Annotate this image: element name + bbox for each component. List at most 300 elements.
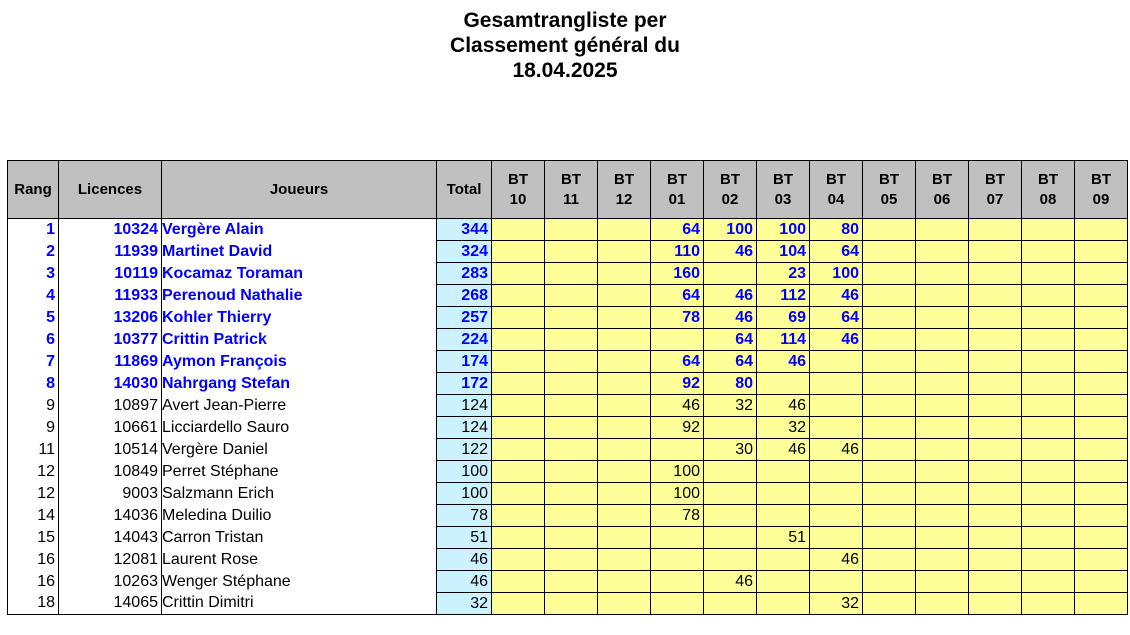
bt-score-cell bbox=[1075, 351, 1128, 373]
table-row bbox=[8, 549, 1128, 571]
bt-score-cell bbox=[1022, 549, 1075, 571]
bt-score-cell bbox=[545, 263, 598, 285]
licence-cell: 10377 bbox=[59, 329, 162, 351]
bt-score-cell bbox=[863, 461, 916, 483]
bt-score-cell: 46 bbox=[757, 439, 810, 461]
header-bt-02 bbox=[704, 161, 757, 219]
rank-cell: 9 bbox=[8, 395, 59, 417]
bt-score-cell bbox=[810, 571, 863, 593]
header-bt-prefix: BT bbox=[1091, 170, 1111, 188]
bt-score-cell: 46 bbox=[810, 549, 863, 571]
table-row bbox=[8, 241, 1128, 263]
header-bt-number: 11 bbox=[563, 190, 579, 208]
player-name-cell: Perret Stéphane bbox=[162, 461, 437, 483]
bt-score-cell bbox=[810, 461, 863, 483]
bt-score-cell bbox=[810, 505, 863, 527]
bt-score-cell bbox=[492, 263, 545, 285]
table-row bbox=[8, 285, 1128, 307]
bt-score-cell bbox=[969, 571, 1022, 593]
header-bt-prefix: BT bbox=[508, 170, 528, 188]
bt-score-cell bbox=[757, 593, 810, 615]
player-name-cell: Avert Jean-Pierre bbox=[162, 395, 437, 417]
bt-score-cell bbox=[1075, 373, 1128, 395]
header-bt-number: 06 bbox=[933, 190, 951, 208]
bt-score-cell: 64 bbox=[704, 351, 757, 373]
rank-cell: 18 bbox=[8, 593, 59, 615]
total-cell: 46 bbox=[437, 571, 492, 593]
total-cell: 174 bbox=[437, 351, 492, 373]
bt-score-cell: 46 bbox=[704, 571, 757, 593]
bt-score-cell bbox=[1022, 219, 1075, 241]
bt-score-cell bbox=[916, 571, 969, 593]
bt-score-cell bbox=[916, 461, 969, 483]
bt-score-cell bbox=[1075, 505, 1128, 527]
player-name-cell: Wenger Stéphane bbox=[162, 571, 437, 593]
total-cell: 122 bbox=[437, 439, 492, 461]
licence-cell: 10324 bbox=[59, 219, 162, 241]
header-bt-08 bbox=[1022, 161, 1075, 219]
bt-score-cell bbox=[916, 351, 969, 373]
bt-score-cell: 69 bbox=[757, 307, 810, 329]
bt-score-cell bbox=[1075, 219, 1128, 241]
header-bt-prefix: BT bbox=[773, 170, 793, 188]
bt-score-cell bbox=[863, 417, 916, 439]
header-bt-prefix: BT bbox=[826, 170, 846, 188]
header-bt-number: 10 bbox=[509, 190, 527, 208]
bt-score-cell bbox=[757, 549, 810, 571]
bt-score-cell bbox=[863, 285, 916, 307]
bt-score-cell bbox=[969, 527, 1022, 549]
licence-cell: 12081 bbox=[59, 549, 162, 571]
bt-score-cell bbox=[916, 549, 969, 571]
bt-score-cell bbox=[757, 505, 810, 527]
header-bt-number: 03 bbox=[774, 190, 792, 208]
bt-score-cell bbox=[969, 483, 1022, 505]
rank-cell: 14 bbox=[8, 505, 59, 527]
bt-score-cell bbox=[916, 263, 969, 285]
rank-cell: 16 bbox=[8, 549, 59, 571]
rank-cell: 3 bbox=[8, 263, 59, 285]
rank-cell: 2 bbox=[8, 241, 59, 263]
header-bt-prefix: BT bbox=[985, 170, 1005, 188]
bt-score-cell bbox=[704, 505, 757, 527]
bt-score-cell bbox=[969, 241, 1022, 263]
player-name-cell: Vergère Daniel bbox=[162, 439, 437, 461]
bt-score-cell bbox=[916, 527, 969, 549]
header-bt-09 bbox=[1075, 161, 1128, 219]
bt-score-cell: 32 bbox=[704, 395, 757, 417]
ranking-table bbox=[7, 160, 1128, 615]
total-cell: 32 bbox=[437, 593, 492, 615]
bt-score-cell bbox=[492, 571, 545, 593]
bt-score-cell bbox=[598, 241, 651, 263]
bt-score-cell bbox=[545, 461, 598, 483]
bt-score-cell: 46 bbox=[810, 439, 863, 461]
table-row bbox=[8, 263, 1128, 285]
bt-score-cell: 100 bbox=[810, 263, 863, 285]
title-line-2: Classement général du bbox=[450, 34, 680, 57]
total-cell: 124 bbox=[437, 417, 492, 439]
header-bt-prefix: BT bbox=[667, 170, 687, 188]
rank-cell: 4 bbox=[8, 285, 59, 307]
bt-score-cell: 64 bbox=[651, 351, 704, 373]
header-bt-prefix: BT bbox=[614, 170, 634, 188]
bt-score-cell bbox=[545, 351, 598, 373]
bt-score-cell bbox=[545, 241, 598, 263]
licence-cell: 9003 bbox=[59, 483, 162, 505]
bt-score-cell bbox=[916, 241, 969, 263]
header-bt-number: 05 bbox=[880, 190, 898, 208]
header-bt-05 bbox=[863, 161, 916, 219]
bt-score-cell: 30 bbox=[704, 439, 757, 461]
rank-cell: 12 bbox=[8, 483, 59, 505]
bt-score-cell bbox=[969, 395, 1022, 417]
licence-cell: 11869 bbox=[59, 351, 162, 373]
bt-score-cell bbox=[1022, 351, 1075, 373]
bt-score-cell bbox=[492, 417, 545, 439]
table-row bbox=[8, 329, 1128, 351]
bt-score-cell bbox=[598, 285, 651, 307]
header-bt-number: 08 bbox=[1039, 190, 1057, 208]
player-name-cell: Kohler Thierry bbox=[162, 307, 437, 329]
bt-score-cell bbox=[916, 219, 969, 241]
bt-score-cell: 100 bbox=[651, 461, 704, 483]
rank-cell: 12 bbox=[8, 461, 59, 483]
bt-score-cell bbox=[598, 263, 651, 285]
bt-score-cell: 46 bbox=[810, 285, 863, 307]
table-row bbox=[8, 439, 1128, 461]
bt-score-cell bbox=[545, 593, 598, 615]
bt-score-cell: 64 bbox=[651, 285, 704, 307]
bt-score-cell bbox=[651, 527, 704, 549]
bt-score-cell bbox=[492, 329, 545, 351]
licence-cell: 10849 bbox=[59, 461, 162, 483]
bt-score-cell bbox=[916, 395, 969, 417]
rank-cell: 15 bbox=[8, 527, 59, 549]
bt-score-cell: 46 bbox=[704, 241, 757, 263]
table-row bbox=[8, 483, 1128, 505]
bt-score-cell bbox=[916, 593, 969, 615]
bt-score-cell bbox=[704, 593, 757, 615]
bt-score-cell bbox=[598, 417, 651, 439]
player-name-cell: Meledina Duilio bbox=[162, 505, 437, 527]
bt-score-cell bbox=[916, 373, 969, 395]
bt-score-cell bbox=[863, 307, 916, 329]
bt-score-cell bbox=[492, 483, 545, 505]
bt-score-cell bbox=[492, 439, 545, 461]
header-bt-number: 07 bbox=[986, 190, 1004, 208]
bt-score-cell bbox=[651, 571, 704, 593]
bt-score-cell bbox=[704, 417, 757, 439]
bt-score-cell bbox=[969, 219, 1022, 241]
rank-cell: 6 bbox=[8, 329, 59, 351]
bt-score-cell bbox=[1022, 527, 1075, 549]
bt-score-cell: 46 bbox=[651, 395, 704, 417]
bt-score-cell bbox=[1075, 329, 1128, 351]
bt-score-cell bbox=[1075, 439, 1128, 461]
header-bt-number: 01 bbox=[668, 190, 686, 208]
header-bt-number: 02 bbox=[721, 190, 739, 208]
bt-score-cell bbox=[545, 395, 598, 417]
bt-score-cell bbox=[1075, 285, 1128, 307]
table-row bbox=[8, 593, 1128, 615]
player-name-cell: Aymon François bbox=[162, 351, 437, 373]
bt-score-cell bbox=[598, 307, 651, 329]
bt-score-cell: 78 bbox=[651, 307, 704, 329]
bt-score-cell bbox=[863, 241, 916, 263]
bt-score-cell bbox=[969, 373, 1022, 395]
bt-score-cell bbox=[1022, 285, 1075, 307]
rank-cell: 7 bbox=[8, 351, 59, 373]
bt-score-cell bbox=[863, 505, 916, 527]
header-bt-04 bbox=[810, 161, 863, 219]
rank-cell: 16 bbox=[8, 571, 59, 593]
bt-score-cell bbox=[598, 593, 651, 615]
header-joueurs: Joueurs bbox=[162, 161, 437, 219]
header-rang: Rang bbox=[8, 161, 59, 219]
rank-cell: 8 bbox=[8, 373, 59, 395]
bt-score-cell bbox=[545, 571, 598, 593]
licence-cell: 10514 bbox=[59, 439, 162, 461]
bt-score-cell: 23 bbox=[757, 263, 810, 285]
bt-score-cell bbox=[492, 395, 545, 417]
player-name-cell: Crittin Patrick bbox=[162, 329, 437, 351]
bt-score-cell bbox=[545, 285, 598, 307]
bt-score-cell bbox=[1022, 241, 1075, 263]
bt-score-cell: 46 bbox=[704, 285, 757, 307]
total-cell: 124 bbox=[437, 395, 492, 417]
bt-score-cell bbox=[969, 593, 1022, 615]
player-name-cell: Carron Tristan bbox=[162, 527, 437, 549]
header-bt-prefix: BT bbox=[879, 170, 899, 188]
bt-score-cell: 92 bbox=[651, 373, 704, 395]
player-name-cell: Perenoud Nathalie bbox=[162, 285, 437, 307]
bt-score-cell bbox=[492, 461, 545, 483]
bt-score-cell: 100 bbox=[651, 483, 704, 505]
bt-score-cell: 51 bbox=[757, 527, 810, 549]
bt-score-cell: 46 bbox=[757, 351, 810, 373]
bt-score-cell bbox=[757, 571, 810, 593]
bt-score-cell bbox=[757, 373, 810, 395]
bt-score-cell: 114 bbox=[757, 329, 810, 351]
bt-score-cell bbox=[598, 373, 651, 395]
licence-cell: 10119 bbox=[59, 263, 162, 285]
bt-score-cell bbox=[598, 439, 651, 461]
bt-score-cell bbox=[651, 593, 704, 615]
bt-score-cell bbox=[545, 505, 598, 527]
licence-cell: 14030 bbox=[59, 373, 162, 395]
bt-score-cell bbox=[492, 549, 545, 571]
bt-score-cell: 92 bbox=[651, 417, 704, 439]
bt-score-cell bbox=[704, 483, 757, 505]
player-name-cell: Vergère Alain bbox=[162, 219, 437, 241]
bt-score-cell: 64 bbox=[810, 241, 863, 263]
bt-score-cell: 32 bbox=[810, 593, 863, 615]
player-name-cell: Kocamaz Toraman bbox=[162, 263, 437, 285]
licence-cell: 14043 bbox=[59, 527, 162, 549]
bt-score-cell bbox=[863, 593, 916, 615]
bt-score-cell bbox=[1022, 505, 1075, 527]
licence-cell: 14036 bbox=[59, 505, 162, 527]
bt-score-cell bbox=[545, 219, 598, 241]
table-row bbox=[8, 527, 1128, 549]
header-bt-10 bbox=[492, 161, 545, 219]
total-cell: 283 bbox=[437, 263, 492, 285]
header-bt-01 bbox=[651, 161, 704, 219]
bt-score-cell: 112 bbox=[757, 285, 810, 307]
header-licences: Licences bbox=[59, 161, 162, 219]
page-title bbox=[0, 8, 1130, 83]
table-row bbox=[8, 395, 1128, 417]
table-row bbox=[8, 571, 1128, 593]
header-bt-06 bbox=[916, 161, 969, 219]
bt-score-cell: 46 bbox=[704, 307, 757, 329]
player-name-cell: Crittin Dimitri bbox=[162, 593, 437, 615]
bt-score-cell bbox=[916, 329, 969, 351]
bt-score-cell bbox=[916, 285, 969, 307]
ranking-body bbox=[8, 219, 1128, 615]
bt-score-cell bbox=[598, 395, 651, 417]
bt-score-cell bbox=[545, 373, 598, 395]
bt-score-cell bbox=[545, 329, 598, 351]
bt-score-cell: 80 bbox=[704, 373, 757, 395]
header-row bbox=[8, 161, 1128, 219]
bt-score-cell bbox=[704, 263, 757, 285]
bt-score-cell bbox=[810, 483, 863, 505]
bt-score-cell bbox=[545, 439, 598, 461]
total-cell: 224 bbox=[437, 329, 492, 351]
rank-cell: 1 bbox=[8, 219, 59, 241]
licence-cell: 11933 bbox=[59, 285, 162, 307]
bt-score-cell bbox=[598, 483, 651, 505]
player-name-cell: Salzmann Erich bbox=[162, 483, 437, 505]
bt-score-cell bbox=[810, 373, 863, 395]
total-cell: 100 bbox=[437, 461, 492, 483]
total-cell: 46 bbox=[437, 549, 492, 571]
total-cell: 172 bbox=[437, 373, 492, 395]
bt-score-cell bbox=[1022, 307, 1075, 329]
bt-score-cell bbox=[545, 527, 598, 549]
bt-score-cell bbox=[969, 417, 1022, 439]
header-bt-number: 12 bbox=[615, 190, 633, 208]
bt-score-cell bbox=[492, 285, 545, 307]
player-name-cell: Martinet David bbox=[162, 241, 437, 263]
bt-score-cell bbox=[598, 219, 651, 241]
bt-score-cell bbox=[969, 461, 1022, 483]
bt-score-cell bbox=[492, 527, 545, 549]
bt-score-cell bbox=[492, 505, 545, 527]
bt-score-cell bbox=[863, 219, 916, 241]
bt-score-cell bbox=[1075, 571, 1128, 593]
bt-score-cell bbox=[1022, 593, 1075, 615]
bt-score-cell bbox=[863, 329, 916, 351]
bt-score-cell bbox=[1075, 549, 1128, 571]
bt-score-cell bbox=[810, 417, 863, 439]
bt-score-cell bbox=[1075, 593, 1128, 615]
header-bt-number: 04 bbox=[827, 190, 845, 208]
bt-score-cell bbox=[1075, 527, 1128, 549]
header-bt-prefix: BT bbox=[1038, 170, 1058, 188]
bt-score-cell: 100 bbox=[704, 219, 757, 241]
bt-score-cell bbox=[757, 483, 810, 505]
bt-score-cell bbox=[916, 417, 969, 439]
total-cell: 78 bbox=[437, 505, 492, 527]
bt-score-cell bbox=[810, 395, 863, 417]
bt-score-cell bbox=[969, 307, 1022, 329]
title-line-1: Gesamtrangliste per bbox=[463, 9, 667, 32]
bt-score-cell bbox=[757, 461, 810, 483]
bt-score-cell bbox=[598, 329, 651, 351]
bt-score-cell bbox=[545, 307, 598, 329]
table-row bbox=[8, 219, 1128, 241]
bt-score-cell bbox=[1075, 483, 1128, 505]
bt-score-cell bbox=[598, 505, 651, 527]
bt-score-cell bbox=[1022, 417, 1075, 439]
bt-score-cell bbox=[863, 439, 916, 461]
bt-score-cell bbox=[1022, 571, 1075, 593]
bt-score-cell bbox=[916, 307, 969, 329]
licence-cell: 10897 bbox=[59, 395, 162, 417]
bt-score-cell: 46 bbox=[757, 395, 810, 417]
bt-score-cell: 46 bbox=[810, 329, 863, 351]
bt-score-cell: 104 bbox=[757, 241, 810, 263]
bt-score-cell bbox=[863, 527, 916, 549]
bt-score-cell bbox=[1022, 439, 1075, 461]
table-row bbox=[8, 505, 1128, 527]
bt-score-cell bbox=[1022, 395, 1075, 417]
bt-score-cell bbox=[1022, 461, 1075, 483]
bt-score-cell bbox=[492, 307, 545, 329]
bt-score-cell bbox=[704, 527, 757, 549]
rank-cell: 5 bbox=[8, 307, 59, 329]
bt-score-cell bbox=[598, 571, 651, 593]
bt-score-cell bbox=[863, 373, 916, 395]
bt-score-cell bbox=[1075, 417, 1128, 439]
bt-score-cell bbox=[651, 549, 704, 571]
bt-score-cell: 78 bbox=[651, 505, 704, 527]
bt-score-cell: 100 bbox=[757, 219, 810, 241]
bt-score-cell bbox=[545, 417, 598, 439]
bt-score-cell bbox=[863, 263, 916, 285]
bt-score-cell bbox=[598, 549, 651, 571]
bt-score-cell bbox=[545, 549, 598, 571]
bt-score-cell: 64 bbox=[810, 307, 863, 329]
rank-cell: 9 bbox=[8, 417, 59, 439]
table-row bbox=[8, 461, 1128, 483]
bt-score-cell bbox=[492, 351, 545, 373]
total-cell: 51 bbox=[437, 527, 492, 549]
bt-score-cell bbox=[863, 483, 916, 505]
bt-score-cell bbox=[492, 219, 545, 241]
bt-score-cell bbox=[1075, 263, 1128, 285]
total-cell: 257 bbox=[437, 307, 492, 329]
licence-cell: 14065 bbox=[59, 593, 162, 615]
bt-score-cell bbox=[969, 549, 1022, 571]
bt-score-cell bbox=[863, 549, 916, 571]
bt-score-cell: 80 bbox=[810, 219, 863, 241]
header-total: Total bbox=[437, 161, 492, 219]
player-name-cell: Laurent Rose bbox=[162, 549, 437, 571]
bt-score-cell bbox=[916, 439, 969, 461]
bt-score-cell bbox=[492, 593, 545, 615]
header-bt-number: 09 bbox=[1092, 190, 1110, 208]
bt-score-cell bbox=[598, 351, 651, 373]
header-bt-prefix: BT bbox=[720, 170, 740, 188]
bt-score-cell bbox=[969, 263, 1022, 285]
bt-score-cell bbox=[863, 395, 916, 417]
bt-score-cell bbox=[863, 571, 916, 593]
bt-score-cell bbox=[651, 329, 704, 351]
